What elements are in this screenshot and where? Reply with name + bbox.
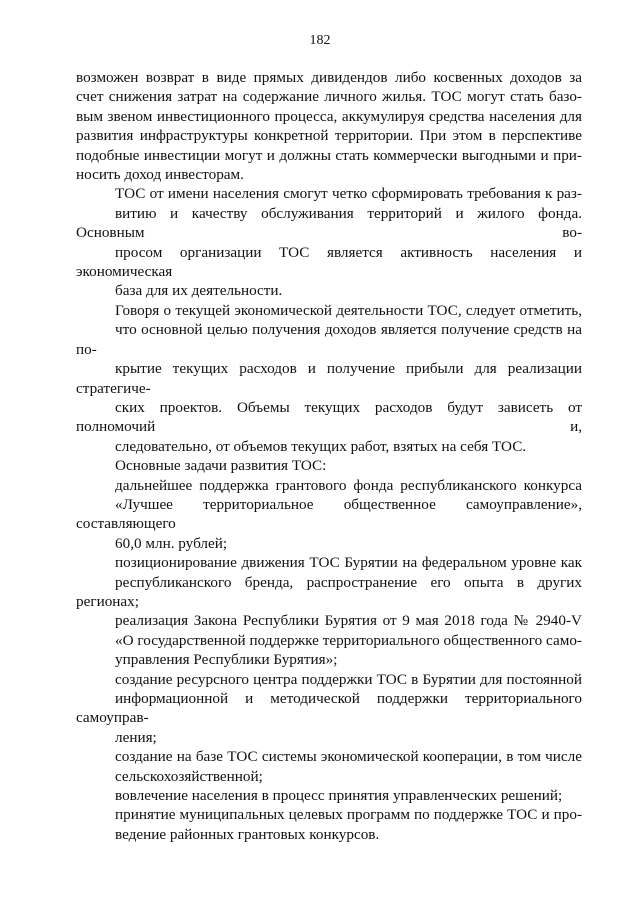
text-line: создание на базе ТОС системы экономической кооперации, в том числе bbox=[115, 748, 582, 766]
text-line: позиционирование движения ТОС Бурятии на федеральном уровне как bbox=[115, 554, 582, 572]
text-line: развития инфраструктуры конкретной территории. При этом в перспективе bbox=[76, 127, 582, 145]
text-line: крытие текущих расходов и получение прибыли для реализации стратегиче- bbox=[76, 360, 582, 397]
text-line: носить доход инвесторам. bbox=[76, 166, 244, 184]
text-line: витию и качеству обслуживания территорий и жилого фонда. Основным во- bbox=[76, 204, 582, 242]
text-line: следовательно, от объемов текущих работ, взятых на себя ТОС. bbox=[115, 437, 527, 455]
text-line: ТОС от имени населения смогут четко сформировать требования к раз- bbox=[115, 185, 582, 203]
text-line: Говоря о текущей экономической деятельности ТОС, следует отметить, bbox=[115, 301, 582, 319]
text-line: дальнейшее поддержка грантового фонда республиканского конкурса bbox=[115, 476, 582, 494]
paragraph bbox=[76, 670, 582, 748]
text-line: возможен возврат в виде прямых дивидендов либо косвенных доходов за bbox=[76, 69, 582, 86]
text-line: республиканского бренда, распространение его опыта в других регионах; bbox=[76, 573, 582, 610]
text-line: счет снижения затрат на содержание личного жилья. ТОС могут стать базо- bbox=[76, 88, 582, 106]
paragraph bbox=[76, 786, 582, 805]
text-line: «Лучшее территориальное общественное самоуправление», составляющего bbox=[76, 495, 582, 533]
text-line: сельскохозяйственной; bbox=[115, 767, 263, 785]
paragraph bbox=[76, 68, 582, 184]
text-line: «О государственной поддержке территориального общественного само- bbox=[115, 631, 582, 649]
text-line: управления Республики Бурятия»; bbox=[115, 651, 338, 669]
text-line: принятие муниципальных целевых программ по поддержке ТОС и про- bbox=[115, 806, 582, 824]
paragraph bbox=[76, 184, 582, 300]
page-number: 182 bbox=[309, 33, 331, 48]
text-line: информационной и методической поддержки территориального самоуправ- bbox=[76, 690, 582, 727]
text-line: вым звеном инвестиционного процесса, аккумулируя средства населения для bbox=[76, 107, 582, 125]
text-line: 60,0 млн. рублей; bbox=[115, 534, 228, 552]
text-line: Основные задачи развития ТОС: bbox=[115, 457, 327, 475]
paragraph bbox=[76, 747, 582, 786]
paragraph bbox=[76, 611, 582, 669]
text-line: подобные инвестиции могут и должны стать коммерчески выгодными и при- bbox=[76, 146, 582, 164]
body-text bbox=[76, 68, 582, 844]
text-line: реализация Закона Республики Бурятия от 9 мая 2018 года № 2940-V bbox=[115, 612, 582, 630]
text-line: база для их деятельности. bbox=[115, 282, 283, 300]
text-line: вовлечение населения в процесс принятия управленческих решений; bbox=[115, 787, 563, 805]
paragraph bbox=[76, 476, 582, 554]
paragraph bbox=[76, 553, 582, 611]
text-line: ления; bbox=[115, 728, 157, 746]
text-line: ских проектов. Объемы текущих расходов будут зависеть от полномочий и, bbox=[76, 398, 582, 436]
paragraph bbox=[76, 805, 582, 844]
text-line: что основной целью получения доходов является получение средств на по- bbox=[76, 321, 582, 358]
text-line: ведение районных грантовых конкурсов. bbox=[115, 825, 380, 843]
text-line: просом организации ТОС является активность населения и экономическая bbox=[76, 243, 582, 281]
paragraph bbox=[76, 301, 582, 456]
paragraph bbox=[76, 456, 582, 475]
text-line: создание ресурсного центра поддержки ТОС в Бурятии для постоянной bbox=[115, 670, 582, 688]
